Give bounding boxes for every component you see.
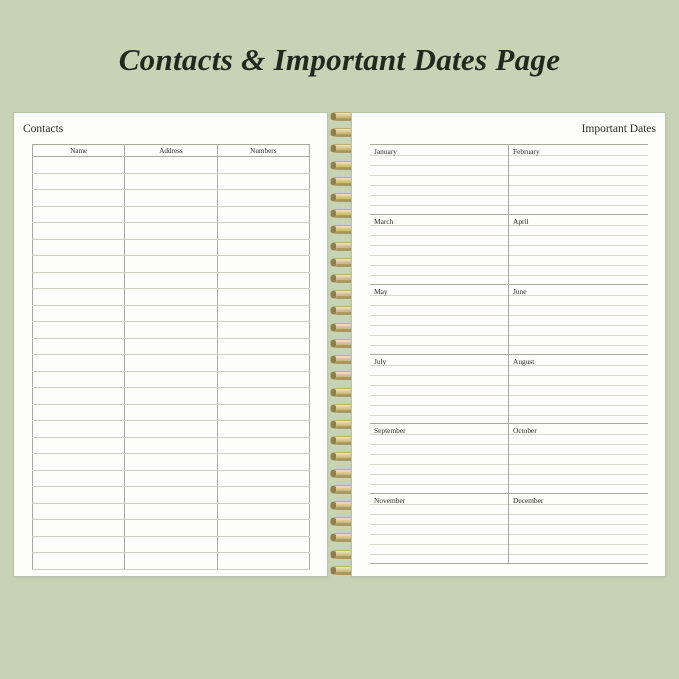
table-cell[interactable] [125, 404, 217, 421]
ruled-lines [370, 355, 508, 424]
table-cell[interactable] [33, 157, 125, 174]
table-cell[interactable] [125, 388, 217, 405]
table-cell[interactable] [33, 404, 125, 421]
table-cell[interactable] [217, 272, 309, 289]
table-cell[interactable] [125, 338, 217, 355]
table-cell[interactable] [217, 256, 309, 273]
table-cell[interactable] [125, 437, 217, 454]
table-row[interactable] [33, 520, 310, 537]
table-cell[interactable] [217, 503, 309, 520]
table-cell[interactable] [217, 470, 309, 487]
month-label: August [513, 356, 535, 366]
table-cell[interactable] [217, 388, 309, 405]
table-row[interactable] [33, 206, 310, 223]
table-cell[interactable] [217, 157, 309, 174]
table-cell[interactable] [33, 470, 125, 487]
table-cell[interactable] [33, 388, 125, 405]
table-row[interactable] [33, 404, 310, 421]
month-block[interactable] [370, 215, 509, 285]
important-dates-heading: Important Dates [581, 123, 656, 135]
table-row[interactable] [33, 536, 310, 553]
table-cell[interactable] [125, 520, 217, 537]
table-cell[interactable] [217, 206, 309, 223]
table-row[interactable] [33, 256, 310, 273]
table-row[interactable] [33, 338, 310, 355]
table-row[interactable] [33, 470, 310, 487]
table-cell[interactable] [33, 322, 125, 339]
table-cell[interactable] [125, 421, 217, 438]
month-label: January [374, 147, 397, 156]
table-cell[interactable] [125, 173, 217, 190]
month-label: June [513, 286, 527, 296]
table-cell[interactable] [33, 454, 125, 471]
column-header-address: Address [125, 145, 217, 157]
table-cell[interactable] [217, 190, 309, 207]
table-cell[interactable] [217, 355, 309, 372]
table-cell[interactable] [217, 536, 309, 553]
table-cell[interactable] [125, 272, 217, 289]
table-cell[interactable] [217, 289, 309, 306]
table-cell[interactable] [125, 223, 217, 240]
table-cell[interactable] [125, 503, 217, 520]
table-cell[interactable] [33, 289, 125, 306]
table-cell[interactable] [33, 355, 125, 372]
table-cell[interactable] [33, 553, 125, 570]
right-page-important-dates [351, 112, 666, 577]
table-cell[interactable] [125, 157, 217, 174]
table-cell[interactable] [217, 437, 309, 454]
table-row[interactable] [33, 503, 310, 520]
month-label: December [513, 496, 544, 506]
table-cell[interactable] [33, 239, 125, 256]
table-cell[interactable] [33, 487, 125, 504]
table-cell[interactable] [217, 454, 309, 471]
table-cell[interactable] [217, 305, 309, 322]
table-cell[interactable] [125, 322, 217, 339]
column-header-numbers: Numbers [217, 145, 309, 157]
table-cell[interactable] [217, 487, 309, 504]
month-label: September [374, 426, 406, 436]
month-block[interactable] [370, 285, 509, 355]
month-block[interactable] [509, 494, 648, 564]
table-row[interactable] [33, 421, 310, 438]
table-cell[interactable] [33, 256, 125, 273]
table-cell[interactable] [217, 520, 309, 537]
table-cell[interactable] [125, 355, 217, 372]
table-cell[interactable] [125, 256, 217, 273]
notebook-spread [13, 112, 666, 577]
table-cell[interactable] [217, 421, 309, 438]
month-block[interactable] [509, 424, 648, 494]
page-title: Contacts & Important Dates Page [118, 42, 561, 77]
month-label: July [374, 356, 387, 366]
table-cell[interactable] [33, 272, 125, 289]
month-label: April [513, 216, 529, 226]
table-row[interactable] [33, 553, 310, 570]
table-row[interactable] [33, 289, 310, 306]
table-row[interactable] [33, 157, 310, 174]
table-cell[interactable] [125, 553, 217, 570]
table-cell[interactable] [33, 437, 125, 454]
table-row[interactable] [33, 272, 310, 289]
ruled-lines [509, 285, 648, 354]
contacts-table [32, 144, 310, 570]
table-row[interactable] [33, 173, 310, 190]
table-cell[interactable] [217, 338, 309, 355]
table-row[interactable] [33, 487, 310, 504]
table-cell[interactable] [33, 305, 125, 322]
table-cell[interactable] [125, 289, 217, 306]
month-label: February [513, 147, 540, 156]
table-cell[interactable] [33, 421, 125, 438]
month-label: May [374, 286, 388, 296]
table-cell[interactable] [125, 536, 217, 553]
table-cell[interactable] [217, 404, 309, 421]
table-row[interactable] [33, 305, 310, 322]
table-cell[interactable] [125, 371, 217, 388]
ruled-lines [509, 215, 648, 284]
table-cell[interactable] [125, 470, 217, 487]
table-row[interactable] [33, 223, 310, 240]
table-cell[interactable] [217, 322, 309, 339]
table-row[interactable] [33, 454, 310, 471]
month-block[interactable] [370, 494, 509, 564]
table-header-row [33, 145, 310, 157]
month-label: October [513, 426, 537, 436]
table-cell[interactable] [33, 338, 125, 355]
contacts-heading: Contacts [23, 123, 64, 135]
table-cell[interactable] [125, 190, 217, 207]
table-cell[interactable] [217, 223, 309, 240]
table-row[interactable] [33, 355, 310, 372]
table-cell[interactable] [33, 223, 125, 240]
month-block[interactable] [509, 145, 648, 215]
table-cell[interactable] [125, 454, 217, 471]
month-block[interactable] [509, 355, 648, 425]
ruled-lines [370, 285, 508, 354]
table-row[interactable] [33, 190, 310, 207]
month-block[interactable] [370, 145, 509, 215]
table-cell[interactable] [217, 371, 309, 388]
month-block[interactable] [370, 355, 509, 425]
table-cell[interactable] [33, 503, 125, 520]
table-row[interactable] [33, 322, 310, 339]
table-cell[interactable] [33, 173, 125, 190]
month-block[interactable] [509, 285, 648, 355]
month-block[interactable] [509, 215, 648, 285]
table-cell[interactable] [125, 305, 217, 322]
table-cell[interactable] [217, 239, 309, 256]
month-label: March [374, 216, 394, 226]
table-row[interactable] [33, 437, 310, 454]
table-cell[interactable] [33, 520, 125, 537]
table-cell[interactable] [217, 553, 309, 570]
left-page-contacts [13, 112, 328, 577]
table-cell[interactable] [217, 173, 309, 190]
month-block[interactable] [370, 424, 509, 494]
table-cell[interactable] [33, 536, 125, 553]
table-row[interactable] [33, 371, 310, 388]
month-label: November [374, 496, 406, 506]
table-row[interactable] [33, 388, 310, 405]
table-cell[interactable] [125, 239, 217, 256]
table-cell[interactable] [125, 487, 217, 504]
column-header-name: Name [33, 145, 125, 157]
table-row[interactable] [33, 239, 310, 256]
table-cell[interactable] [125, 206, 217, 223]
table-cell[interactable] [33, 371, 125, 388]
table-cell[interactable] [33, 206, 125, 223]
table-cell[interactable] [33, 190, 125, 207]
months-grid [370, 144, 648, 564]
